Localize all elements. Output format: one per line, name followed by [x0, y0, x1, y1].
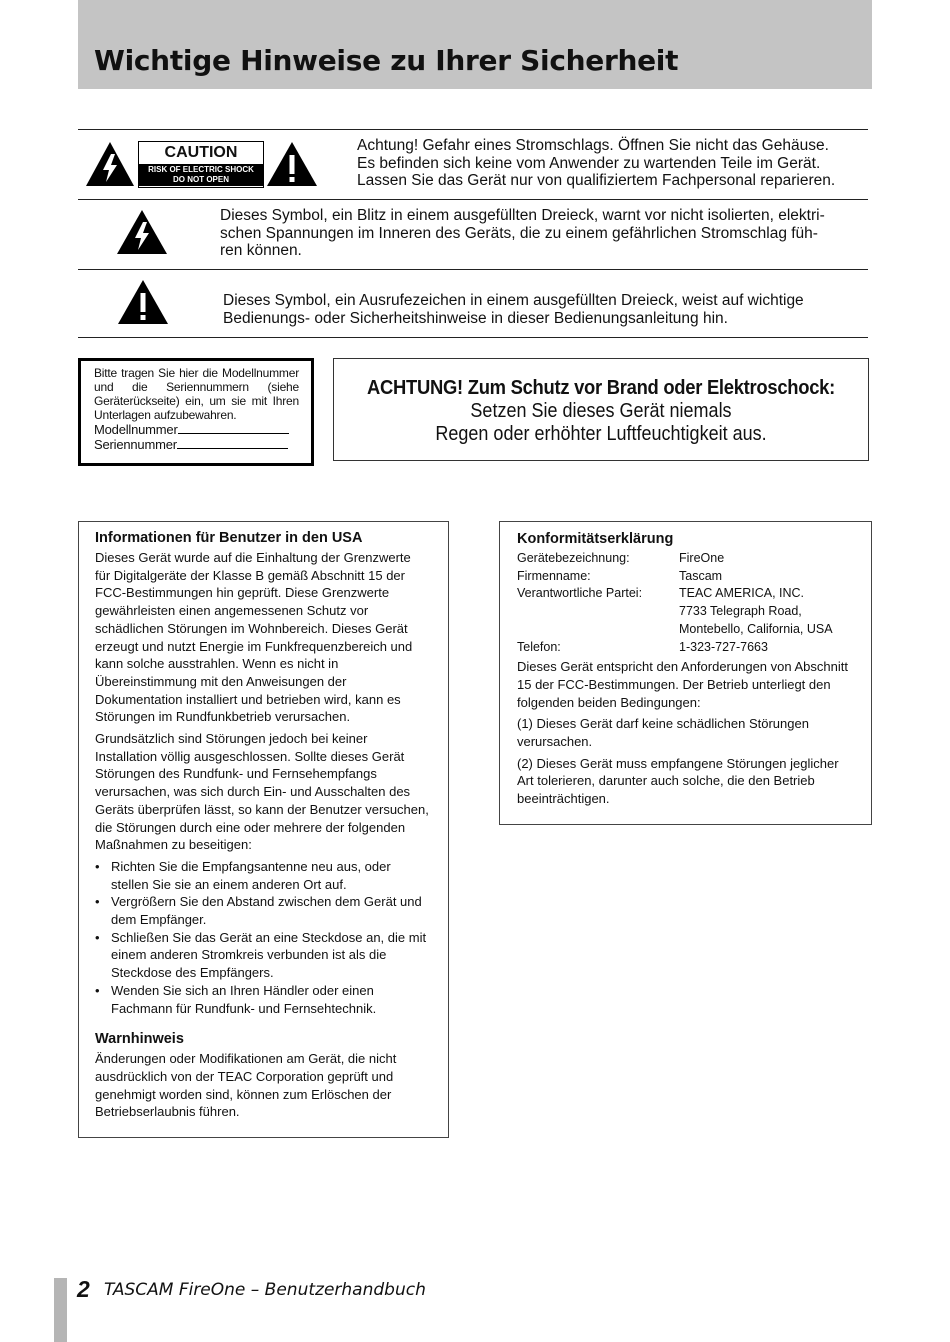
row-value: TEAC AMERICA, INC.: [679, 586, 805, 601]
conformity-paragraph: (1) Dieses Gerät darf keine schädlichen Störungen verursachen.: [517, 716, 809, 750]
conformity-row: [517, 585, 857, 603]
row-key: Gerätebezeichnung:: [517, 551, 630, 565]
caution-label: [138, 141, 264, 188]
symbol-line: Dieses Symbol, ein Blitz in einem ausgefüllten Dreieck, warnt vor nicht isolierten, elektri-: [220, 207, 825, 224]
lightning-triangle-icon: [115, 208, 169, 256]
caution-line: Lassen Sie das Gerät nur von qualifiziertem Fachpersonal reparieren.: [357, 172, 836, 189]
row-key: Verantwortliche Partei:: [517, 586, 643, 601]
fire-shock-warning-box: [333, 358, 869, 461]
exclamation-triangle-icon: [116, 278, 170, 326]
caution-word: CAUTION: [164, 144, 238, 161]
warning-line: Regen oder erhöhter Luftfeuchtigkeit aus.: [435, 423, 767, 445]
symbol-line: Dieses Symbol, ein Ausrufezeichen in einem ausgefüllten Dreieck, weist auf wichtige: [223, 292, 804, 309]
list-item: • Richten Sie die Empfangsantenne neu aus, oder stellen Sie sie an einem anderen Ort auf.: [95, 858, 429, 893]
caution-sub-line-2: DO NOT OPEN: [172, 175, 229, 184]
row-key: Firmenname:: [517, 568, 591, 583]
serial-number-field[interactable]: [177, 437, 288, 449]
serial-intro: Bitte tragen Sie hier die Modellnummer und die Seriennummern (siehe Geräterückseite) ein, um sie mit Ihren Unterlagen aufzubewahren.: [94, 366, 299, 422]
symbol-line: Bedienungs- oder Sicherheitshinweise in dieser Bedienungsanleitung hin.: [223, 309, 728, 327]
row-value: 1-323-727-7663: [679, 639, 768, 654]
caution-sub-line-1: RISK OF ELECTRIC SHOCK: [148, 165, 254, 174]
divider: [78, 199, 868, 200]
conformity-paragraph: Dieses Gerät entspricht den Anforderungen von Abschnitt 15 der FCC-Bestimmungen. Der Betrieb unterliegt den folgenden beiden Bedingungen:: [517, 659, 848, 710]
row-key: [517, 621, 679, 639]
exclamation-triangle-icon: [265, 140, 319, 188]
conformity-row: [517, 603, 857, 621]
conformity-row: [517, 550, 857, 568]
page-title: Wichtige Hinweise zu Ihrer Sicherheit: [94, 44, 679, 77]
conformity-title: Konformitätserklärung: [517, 531, 674, 547]
divider: [78, 337, 868, 338]
lightning-symbol-text: [220, 207, 872, 260]
conformity-paragraph: (2) Dieses Gerät muss empfangene Störungen jeglicher Art tolerieren, darunter auch solche, die den Betrieb beeinträchtigen.: [517, 755, 839, 807]
conformity-row: [517, 621, 857, 639]
list-item: • Schließen Sie das Gerät an eine Steckdose an, die mit einem anderen Stromkreis verbunden ist als die Steckdose des Empfängers.: [95, 929, 429, 982]
row-key: [517, 603, 679, 621]
row-value: Montebello, California, USA: [679, 621, 833, 636]
caution-text: [357, 137, 872, 190]
caution-subtext: [139, 164, 263, 186]
footer-bar: [54, 1278, 67, 1342]
serial-number-box: [78, 358, 314, 466]
divider: [78, 129, 868, 130]
symbol-line: ren können.: [220, 242, 302, 259]
divider: [78, 269, 868, 270]
serial-number-row: [94, 437, 299, 452]
symbol-line: schen Spannungen im Inneren des Geräts, die zu einem gefährlichen Stromschlag füh-: [220, 224, 818, 242]
model-number-label: Modellnummer: [94, 422, 178, 437]
serial-number-label: Seriennummer: [94, 437, 177, 452]
conformity-row: [517, 639, 857, 657]
usa-info-paragraph: Grundsätzlich sind Störungen jedoch bei keiner Installation völlig ausgeschlossen. Sollte dieses Gerät Störungen des Rundfunk- und Fernsehempfangs verursachen, was sich durch Ein- und Ausschalten des Geräts überprüfen lässt, so kann der Benutzer versuchen, die Störungen durch eine oder mehrere der folgenden Maßnahmen zu beseitigen:: [95, 731, 429, 853]
usa-info-title: Informationen für Benutzer in den USA: [95, 530, 363, 546]
warning-line: Setzen Sie dieses Gerät niemals: [470, 400, 732, 422]
model-number-row: [94, 422, 299, 437]
usa-info-panel: [78, 521, 449, 1138]
title-bar: [78, 0, 872, 89]
page-number: 2: [77, 1276, 90, 1302]
exclamation-symbol-text: [223, 292, 875, 327]
row-value: FireOne: [679, 551, 725, 565]
caution-line: Achtung! Gefahr eines Stromschlags. Öffnen Sie nicht das Gehäuse.: [357, 137, 829, 154]
warn-text: Änderungen oder Modifikationen am Gerät, die nicht ausdrücklich von der TEAC Corporation geprüft und genehmigt worden sind, können zum Erlöschen der Betriebserlaubnis führen.: [95, 1051, 397, 1120]
lightning-triangle-icon: [84, 140, 136, 188]
usa-info-bullets: [95, 858, 429, 1017]
footer-title: TASCAM FireOne – Benutzerhandbuch: [104, 1280, 426, 1300]
usa-info-paragraph: Dieses Gerät wurde auf die Einhaltung der Grenzwerte für Digitalgeräte der Klasse B gemäß Abschnitt 15 der FCC-Bestimmungen hin geprüft. Diese Grenzwerte gewährleisten einen angemessenen Schutz vor schädlichen Störungen im Wohnbereich. Dieses Gerät erzeugt und nutzt Energie im Funkfrequenzbereich und kann solche ausstrahlen. Wenn es nicht in Übereinstimmung mit den Anweisungen der Dokumentation installiert und betrieben wird, kann es Störungen im Rundfunkbetrieb verursachen.: [95, 550, 413, 725]
conformity-row: [517, 568, 857, 586]
caution-line: Es befinden sich keine vom Anwender zu wartenden Teile im Gerät.: [357, 154, 821, 172]
warn-title: Warnhinweis: [95, 1031, 184, 1048]
row-value: 7733 Telegraph Road,: [679, 604, 802, 619]
row-value: Tascam: [679, 568, 723, 583]
model-number-field[interactable]: [178, 422, 289, 434]
warning-heading: ACHTUNG! Zum Schutz vor Brand oder Elektroschock:: [366, 377, 835, 399]
list-item: • Wenden Sie sich an Ihren Händler oder einen Fachmann für Rundfunk- und Fernsehtechnik.: [95, 982, 429, 1017]
row-key: Telefon:: [517, 639, 561, 654]
conformity-panel: [499, 521, 872, 825]
list-item: • Vergrößern Sie den Abstand zwischen dem Gerät und dem Empfänger.: [95, 893, 429, 928]
